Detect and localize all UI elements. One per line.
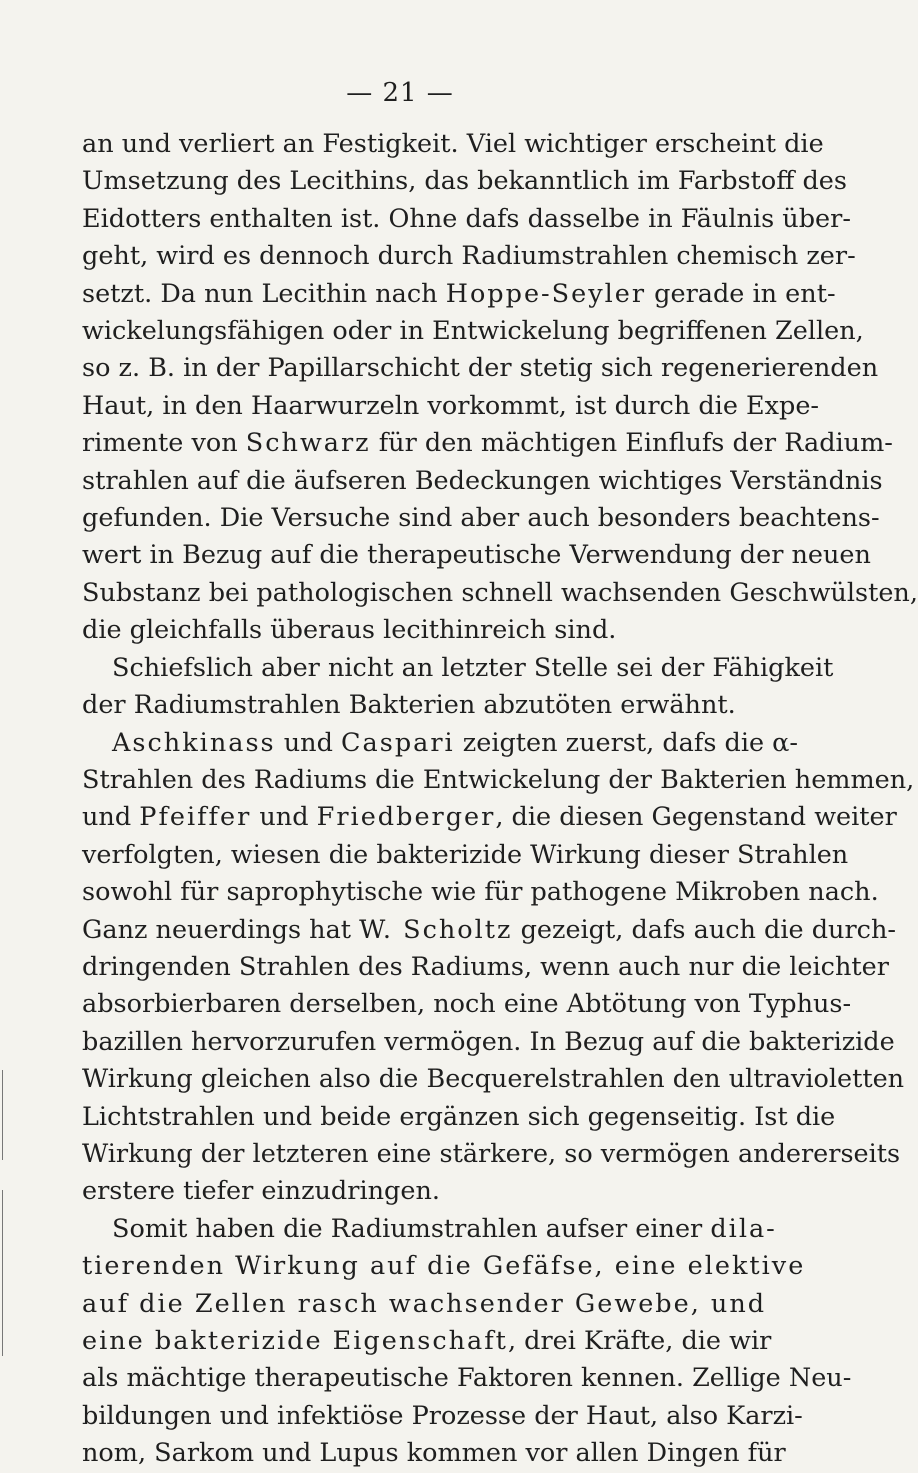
text-segment: strahlen auf die äufseren Bedeckungen wichtiges Verständnis [82, 465, 883, 496]
emphasized-name: tierenden Wirkung auf die Gefäfse, eine elektive [82, 1251, 806, 1282]
text-line [82, 463, 883, 500]
emphasized-name: auf die Zellen rasch wachsender Gewebe, und [82, 1288, 767, 1319]
emphasized-name: dila- [710, 1213, 777, 1244]
text-segment: sowohl für saprophytische wie für pathogene Mikroben nach. [82, 877, 879, 908]
body-text [82, 126, 918, 1473]
text-segment: dringenden Strahlen des Radiums, wenn auch nur die leichter [82, 951, 889, 982]
text-segment: zeigten zuerst, dafs die α- [454, 727, 799, 758]
text-line [82, 1435, 786, 1472]
text-segment: , die diesen Gegenstand weiter [495, 802, 897, 833]
text-line [82, 1248, 806, 1285]
text-segment: gerade in ent- [646, 278, 836, 309]
text-segment: Wirkung der letzteren eine stärkere, so vermögen andererseits [82, 1138, 901, 1169]
emphasized-name: eine bakterizide Eigenschaft [82, 1326, 508, 1356]
text-line [82, 949, 889, 986]
text-line [82, 238, 856, 275]
text-line [82, 1323, 772, 1360]
text-segment: Lichtstrahlen und beide ergänzen sich gegenseitig. Ist die [82, 1101, 836, 1132]
text-segment: an und verliert an Festigkeit. Viel wichtiger erscheint die [82, 129, 824, 159]
text-line [82, 313, 864, 350]
text-segment: für den mächtigen Einflufs der Radium- [370, 428, 893, 459]
text-line [82, 612, 752, 649]
page-number: — 21 — [346, 78, 454, 108]
text-line [82, 537, 871, 574]
paragraph [82, 725, 915, 1211]
text-segment: absorbierbaren derselben, noch eine Abtötung von Typhus- [82, 989, 852, 1020]
text-line [82, 912, 896, 949]
text-line [82, 1061, 905, 1098]
text-line [82, 762, 915, 799]
emphasized-name: Hoppe-Seyler [445, 278, 647, 309]
text-segment: Somit haben die Radiumstrahlen aufser einer [112, 1213, 711, 1244]
text-segment: Wirkung gleichen also die Becquerelstrahlen den ultravioletten [82, 1064, 905, 1095]
scan-gutter-line [2, 1070, 3, 1160]
text-segment: verfolgten, wiesen die bakterizide Wirkung dieser Strahlen [82, 839, 849, 870]
text-segment: Strahlen des Radiums die Entwickelung der Bakterien hemmen, [82, 764, 915, 795]
emphasized-name: Friedberger [316, 802, 496, 833]
emphasized-name: Pfeiffer [139, 802, 252, 833]
text-segment: bazillen hervorzurufen vermögen. In Bezug auf die bakterizide [82, 1026, 895, 1057]
text-segment: gezeigt, dafs auch die durch- [512, 914, 896, 945]
text-line [82, 874, 879, 911]
text-segment: setzt. Da nun Lecithin nach [82, 278, 446, 309]
emphasized-name: Caspari [341, 727, 455, 758]
text-line [82, 725, 799, 762]
paragraph [82, 126, 918, 650]
text-line [82, 388, 820, 425]
text-segment: nom, Sarkom und Lupus kommen vor allen Dingen für [82, 1438, 786, 1469]
scan-gutter-line [2, 1190, 3, 1356]
text-line [82, 1136, 901, 1173]
text-line [82, 1360, 852, 1397]
emphasized-name: Aschkinass [112, 727, 276, 758]
text-segment: und [275, 727, 342, 758]
text-segment: und [251, 802, 317, 833]
text-segment: rimente von [82, 428, 246, 459]
text-line [82, 799, 897, 836]
text-segment: Umsetzung des Lecithins, das bekanntlich im Farbstoff des [82, 166, 847, 197]
text-line [82, 1173, 752, 1210]
text-segment: gefunden. Die Versuche sind aber auch besonders beachtens- [82, 503, 880, 534]
text-segment: Substanz bei pathologischen schnell wachsenden Geschwülsten, [82, 577, 918, 608]
text-line [82, 1024, 895, 1061]
text-line [82, 1286, 767, 1323]
text-line [82, 425, 893, 462]
emphasized-name: Schwarz [245, 428, 371, 459]
emphasized-name: W. Scholtz [359, 914, 513, 945]
text-line [82, 1099, 836, 1136]
text-line [82, 163, 847, 200]
text-line [82, 500, 880, 537]
text-line [82, 201, 851, 238]
text-segment: als mächtige therapeutische Faktoren kennen. Zellige Neu- [82, 1363, 852, 1394]
text-segment: so z. B. in der Papillarschicht der stetig sich regenerierenden [82, 353, 879, 384]
text-line [82, 986, 852, 1023]
text-line [82, 350, 879, 387]
text-line [82, 687, 752, 724]
paragraph [82, 1211, 852, 1473]
text-segment: wert in Bezug auf die therapeutische Verwendung der neuen [82, 540, 871, 571]
text-line [82, 650, 834, 687]
text-segment: und [82, 802, 140, 833]
text-segment: bildungen und infektiöse Prozesse der Haut, also Karzi- [82, 1400, 803, 1431]
text-segment: Schiefslich aber nicht an letzter Stelle sei der Fähigkeit [112, 652, 834, 683]
text-segment: die gleichfalls überaus lecithinreich sind. [82, 615, 617, 646]
text-segment: Haut, in den Haarwurzeln vorkommt, ist durch die Expe- [82, 390, 820, 421]
text-line [82, 1398, 803, 1435]
text-segment: der Radiumstrahlen Bakterien abzutöten erwähnt. [82, 690, 736, 721]
text-segment: , drei Kräfte, die wir [507, 1326, 772, 1356]
text-line [82, 575, 918, 612]
text-segment: geht, wird es dennoch durch Radiumstrahlen chemisch zer- [82, 241, 856, 272]
text-segment: erstere tiefer einzudringen. [82, 1176, 440, 1207]
text-line [82, 276, 836, 313]
text-segment: wickelungsfähigen oder in Entwickelung begriffenen Zellen, [82, 316, 864, 347]
text-line [82, 126, 824, 163]
paragraph [82, 650, 834, 725]
text-segment: Eidotters enthalten ist. Ohne dafs dasselbe in Fäulnis über- [82, 203, 851, 234]
text-line [82, 1211, 777, 1248]
text-line [82, 837, 849, 874]
text-segment: Ganz neuerdings hat [82, 914, 360, 945]
